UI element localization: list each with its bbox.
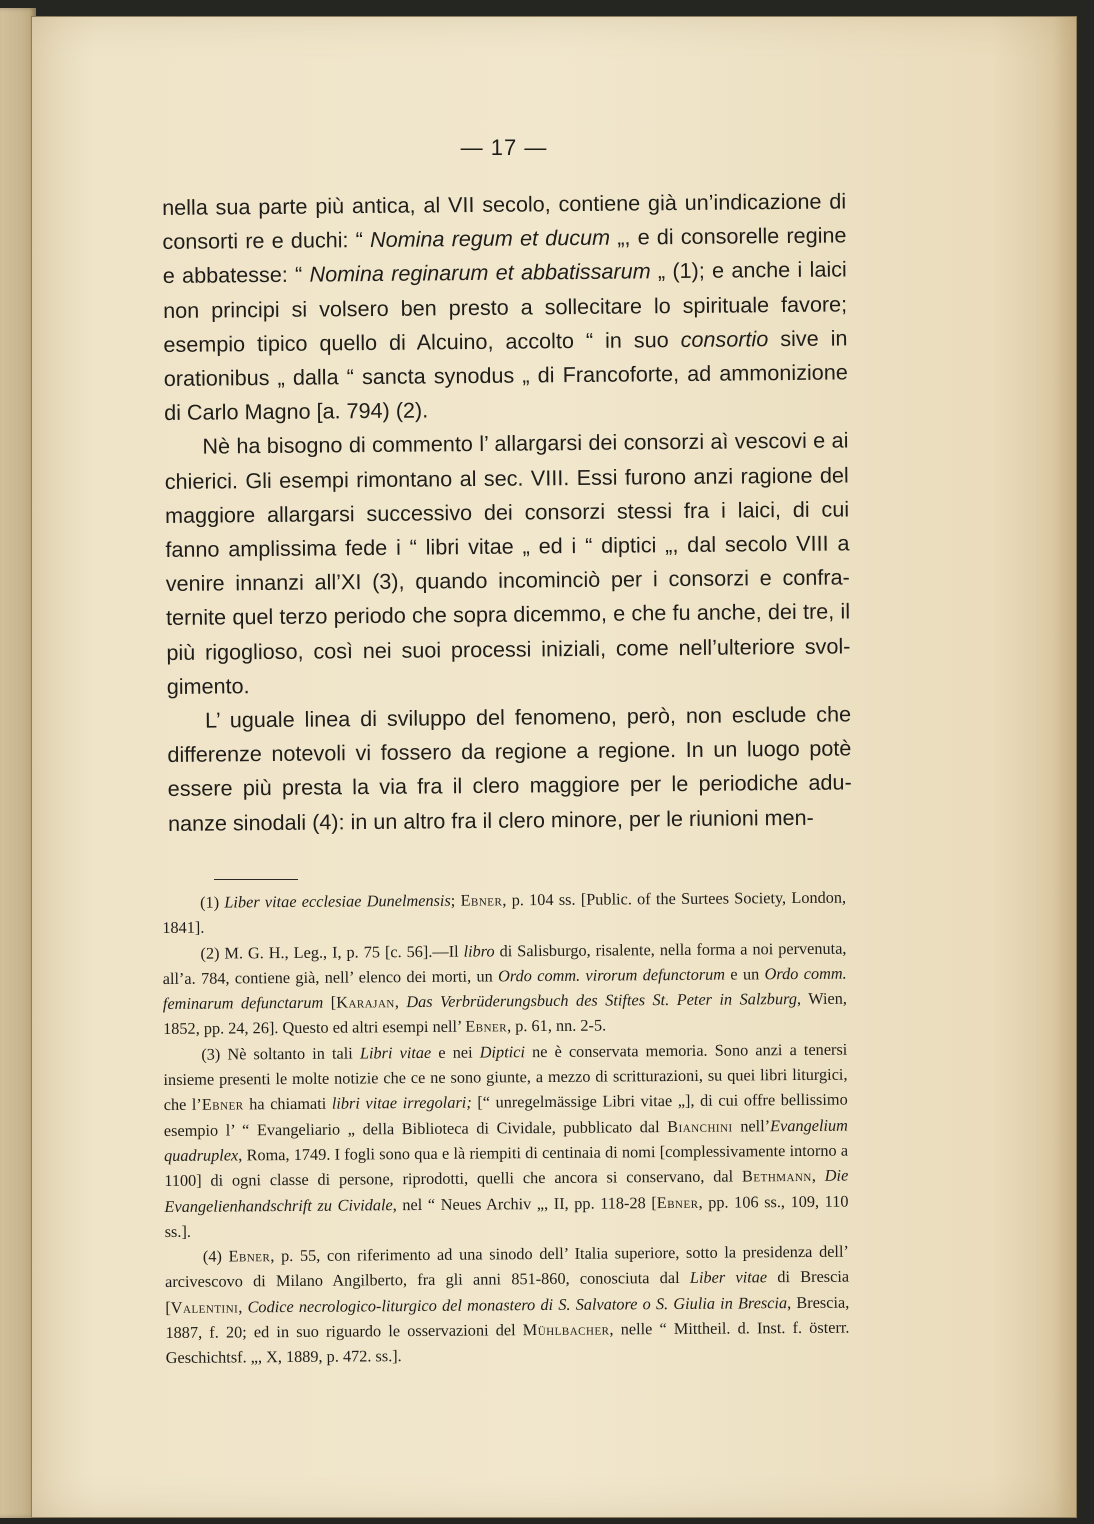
text-run: (4) <box>202 1246 229 1266</box>
text-run: , Wien, 1852, pp. 24, 26]. Questo ed altri esempi nell’ <box>163 988 847 1039</box>
text-run: , nel “ Neues Archiv „, II, pp. 118-28 [ <box>392 1192 657 1214</box>
text-run: , Roma, 1749. I fogli sono qua e là riempiti di centinaia di nomi [complessivamente intorno a 1100] di ogni classe di persone, riprodotti, quelli che ancora si conservano, dal <box>164 1140 849 1191</box>
page-number: — 17 — <box>460 135 548 160</box>
footnote <box>162 935 847 1042</box>
text-run: „, e di consorelle regine e abbatesse: “ <box>162 222 847 289</box>
text-run: , nelle “ Mittheil. d. Inst. f. österr. Geschichtsf. „, X, 1889, p. 472. ss.]. <box>165 1317 850 1368</box>
text-run: ; <box>450 890 461 910</box>
author-name: Ebner <box>465 1016 508 1036</box>
text-run: , p. 104 ss. [Public. of the Surtees Society, London, 1841]. <box>162 887 847 938</box>
paragraph <box>167 697 852 840</box>
text-run: Nè ha bisogno di commento l’ allargarsi dei consorzi aì vescovi e ai chierici. Gli esempi rimontano al sec. VIII. Essi furono anzi ragione del maggiore allargarsi successivo dei consorzi stessi fra i laici, di cui fanno amplissima fede i “ libri vitae „ ed i “ diptici „, dal secolo VIII a venire innanzi all’XI (3), quando incominciò per i consorzi e confraternite quel terzo periodo che sopra dicemmo, e che fu anche, dei tre, il più rigoglioso, così nei suoi processi iniziali, come nell’ulteriore svolgimento. <box>164 427 851 699</box>
author-name: Ebner <box>201 1094 244 1114</box>
author-name: Bethmann <box>741 1166 812 1186</box>
text-run: , <box>238 1296 248 1317</box>
text-run: , p. 61, nn. 2-5. <box>507 1015 607 1036</box>
author-name: Bianchini <box>667 1116 733 1136</box>
text-run: ha chiamati <box>243 1093 332 1114</box>
text-run: di Salisburgo, risalente, nella forma a noi pervenuta, all’a. 784, contiene già, nell’ elenco dei morti, un <box>162 938 847 988</box>
author-name: Ebner <box>228 1246 271 1266</box>
text-run: [ <box>323 992 337 1012</box>
text-run: L’ uguale linea di sviluppo del fenomeno, però, non esclude che differenze notevoli vi fossero da regione a regione. In un luogo potè essere più presta la via fra il clero maggiore per le periodiche adunanze sinodali (4): in un altro fra il clero minore, per le riunioni men- <box>167 701 852 836</box>
text-run: e un <box>724 964 765 984</box>
footnote <box>162 884 846 940</box>
italic-text: Ordo comm. feminarum defunctarum <box>162 963 847 1014</box>
text-run: , <box>811 1165 825 1186</box>
text-run: (3) Nè soltanto in tali <box>201 1043 360 1064</box>
author-name: Ebner <box>460 890 503 910</box>
page-gutter-shadow <box>1054 17 1076 1517</box>
author-name: Ebner <box>656 1192 699 1212</box>
italic-text: Die Evangelienhandschrift zu Cividale <box>164 1165 849 1216</box>
text-run: sive in orationibus „ dalla “ sancta synodus „ di Francoforte, ad ammonizione di Carlo Magno [a. 794) (2). <box>163 325 848 426</box>
text-run: (2) M. G. H., Leg., I, p. 75 [c. 56].—Il <box>200 941 464 963</box>
footnote <box>165 1239 850 1371</box>
text-run: nella sua parte più antica, al VII secolo, contiene già un’indicazione di consorti re e duchi: “ <box>162 188 847 255</box>
italic-text: Codice necrologico-liturgico del monastero di S. Salvatore o S. Giulia in Brescia <box>247 1292 788 1316</box>
italic-text: Nomina regum et ducum <box>369 224 611 253</box>
text-run: di Brescia [ <box>165 1266 850 1317</box>
paragraph <box>162 184 848 430</box>
text-run: , pp. 106 ss., 109, 110 ss.]. <box>164 1191 849 1241</box>
italic-text: Libri vitae <box>359 1042 432 1063</box>
footnotes <box>162 884 850 1370</box>
text-run: , <box>394 992 407 1012</box>
book-page <box>32 17 1076 1517</box>
facing-page-edge <box>0 8 36 1518</box>
italic-text: libro <box>463 940 495 961</box>
author-name: Mühlbacher <box>522 1319 610 1340</box>
author-name: Valentini <box>170 1297 239 1317</box>
italic-text: Evangelium quadruplex <box>164 1115 848 1165</box>
italic-text: Liber vitae <box>689 1267 768 1288</box>
text-run: , p. 55, con riferimento ad una sinodo dell’ Italia superiore, sotto la presidenza dell’ arcivescovo di Milano Angilberto, fra gli anni 851-860, conosciuta dal <box>165 1241 849 1292</box>
italic-text: libri vitae irregolari; <box>331 1092 472 1113</box>
footnote <box>163 1036 849 1244</box>
footnote-separator <box>214 879 298 880</box>
text-run: „ (1); e anche i laici non principi si volsero ben presto a sollecitare lo spirituale favore; esempio tipico quello di Alcuino, accolto “ in suo <box>163 256 848 357</box>
text-run: , Brescia, 1887, f. 20; ed in suo riguardo le osservazioni del <box>165 1292 850 1342</box>
italic-text: Ordo comm. virorum defunctorum <box>498 964 726 986</box>
author-name: Karajan <box>336 992 395 1012</box>
italic-text: Diptici <box>479 1041 526 1062</box>
italic-text: consortio <box>680 326 769 352</box>
text-run: nell’ <box>732 1115 771 1136</box>
text-run: (1) <box>200 892 225 912</box>
page-content <box>162 135 852 1371</box>
text-run: e nei <box>431 1042 480 1062</box>
italic-text: Liber vitae ecclesiae Dunelmensis <box>224 890 451 912</box>
italic-text: Das Verbrüderungsbuch des Stiftes St. Peter in Salzburg <box>406 989 797 1012</box>
text-run: [“ unregelmässige Libri vitae „], di cui offre bellissimo esempio l’ “ Evangeliario „ della Biblioteca di Cividale, pubblicato dal <box>163 1089 848 1140</box>
paragraph <box>164 424 851 704</box>
body-text <box>162 184 852 840</box>
italic-text: Nomina reginarum et abbatissarum <box>309 258 651 287</box>
text-run: ne è conservata memoria. Sono anzi a tenersi insieme presenti le molte notizie che ce ne sono giunte, a mezzo di scritturazioni, su quei libri liturgici, che l’ <box>163 1039 848 1115</box>
